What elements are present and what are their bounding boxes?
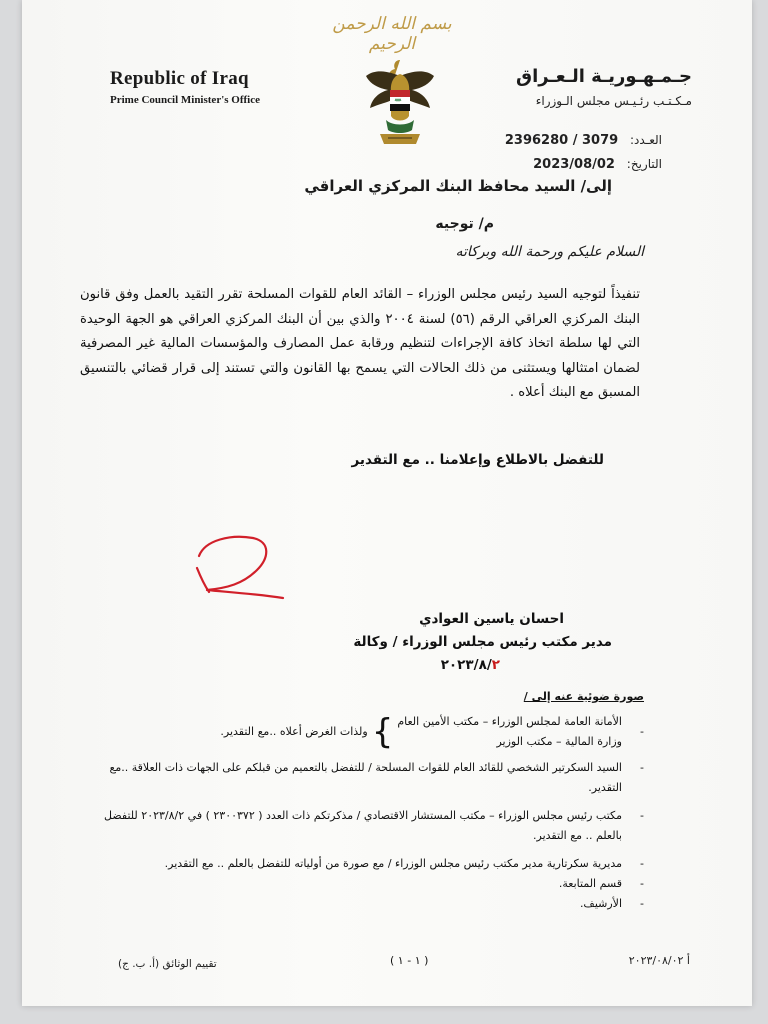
letter-page bbox=[22, 0, 752, 1006]
date-value: 2023/08/02 bbox=[533, 157, 615, 172]
arabic-title: جـمـهـوريـة الـعـراق bbox=[516, 66, 692, 87]
recipient-line: إلى/ السيد محافظ البنك المركزي العراقي bbox=[304, 177, 612, 195]
arabic-subtitle: مـكـتـب رئـيـس مجلس الـوزراء bbox=[535, 94, 692, 108]
number-value: 2396280 / 3079 bbox=[504, 133, 619, 148]
letter-body: تنفيذاً لتوجيه السيد رئيس مجلس الوزراء – القائد العام للقوات المسلحة تقرر التقيد بالعمل وفق قانون البنك المركزي العراقي الرقم (٥٦) لسنة ٢٠٠٤ والذي بين أن البنك المركزي العراقي هو الجهة الوحيدة التي لها سلطة اتخاذ كافة الإجراءات لتنظيم ورقابة عمل المصارف والمؤسسات المالية غير المصرفية لضمان امتثالها ويستثنى من ذلك الحالات التي يسمح بها القانون والتي تستند إلى قرار قضائي بالتنسيق المسبق مع البنك أعلاه . bbox=[80, 287, 640, 400]
list-item: - مديرية سكرتارية مدير مكتب رئيس مجلس الوزراء / مع صورة من أولياته للتفضل بالعلم .. مع التقدير. bbox=[84, 854, 644, 874]
number-label: العـدد: bbox=[630, 133, 662, 147]
signature-date-day: ٢ bbox=[491, 657, 500, 673]
footer-document-rating: تقييم الوثائق (أ. ب. ج) bbox=[118, 958, 217, 970]
english-title: Republic of Iraq bbox=[110, 68, 249, 89]
date-label: التاريخ: bbox=[626, 157, 662, 171]
footer-page-number: ( ١ - ١ ) bbox=[390, 954, 429, 967]
basmala-calligraphy: بسم الله الرحمن الرحيم bbox=[332, 14, 452, 54]
copy-recipient: - الأمانة العامة لمجلس الوزراء – مكتب الأمين العام bbox=[397, 715, 622, 728]
brace-symbol: } bbox=[371, 712, 394, 752]
subject-line: م/ توجيه bbox=[435, 216, 494, 232]
list-item: - مكتب رئيس مجلس الوزراء – مكتب المستشار الاقتصادي / مذكرتكم ذات العدد ( ٢٣٠٠٣٧٢ ) في ٢٠٢٣/٨/٢ للتفضل بالعلم .. مع التقدير. bbox=[84, 806, 644, 846]
signature-date-prefix: ٢٠٢٣/٨/ bbox=[440, 657, 492, 673]
copies-heading: صورة ضوئية عنه إلى / bbox=[523, 690, 644, 703]
signer-name: احسان ياسين العوادي bbox=[419, 611, 564, 627]
copy-recipient: وزارة المالية – مكتب الوزير bbox=[496, 735, 622, 748]
greeting: السلام عليكم ورحمة الله وبركاته bbox=[455, 244, 644, 260]
handwritten-signature bbox=[187, 528, 297, 614]
closing-line: للتفضل بالاطلاع وإعلامنا .. مع التقدير bbox=[351, 452, 604, 468]
list-item: - السيد السكرتير الشخصي للقائد العام للقوات المسلحة / للتفضل بالتعميم من قبلكم على الجهات ذات العلاقة ..مع التقدير. bbox=[84, 758, 644, 798]
list-item: - الأرشيف. bbox=[84, 894, 644, 914]
copies-list bbox=[84, 712, 644, 914]
footer-date-code: أ ٢٠٢٣/٠٨/٠٢ bbox=[628, 954, 690, 967]
reference-number bbox=[505, 133, 662, 148]
iraq-eagle-emblem-icon bbox=[362, 54, 438, 150]
list-item bbox=[84, 712, 644, 752]
list-item: - قسم المتابعة. bbox=[84, 874, 644, 894]
signature-date bbox=[441, 657, 500, 673]
english-subtitle: Prime Council Minister's Office bbox=[110, 94, 260, 106]
signer-title: مدير مكتب رئيس مجلس الوزراء / وكالة bbox=[353, 634, 612, 650]
copy-note: ولذات الغرض أعلاه ..مع التقدير. bbox=[220, 725, 368, 738]
reference-date bbox=[533, 157, 662, 172]
